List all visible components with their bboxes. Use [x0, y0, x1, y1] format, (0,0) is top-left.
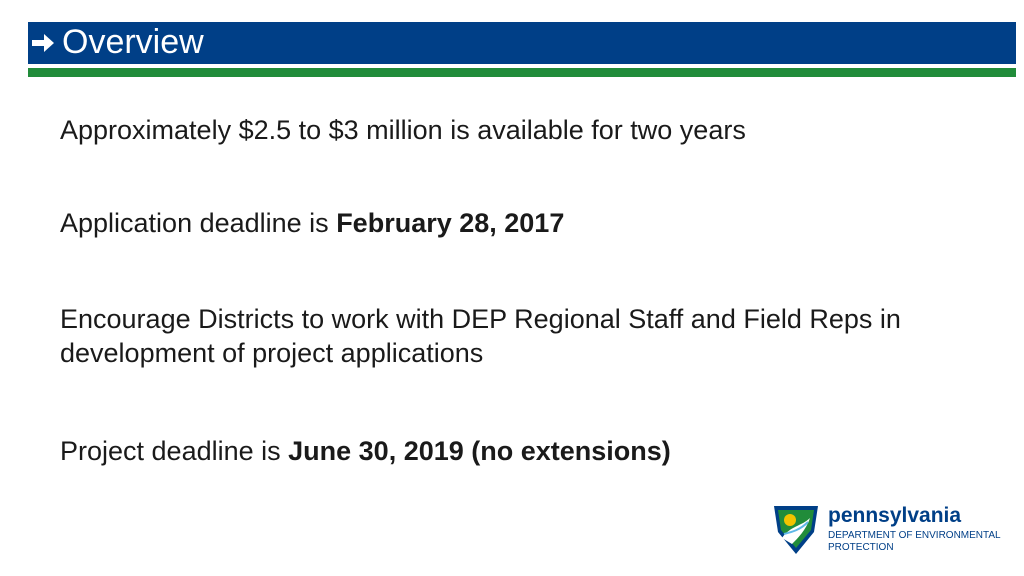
bullet-application-deadline — [60, 206, 960, 240]
bullet-project-deadline-date: June 30, 2019 (no extensions) — [288, 436, 671, 466]
bullet-project-deadline — [60, 434, 960, 468]
title-divider-white — [28, 64, 1016, 67]
bullet-encourage-districts: Encourage Districts to work with DEP Regional Staff and Field Reps in development of project applications — [60, 304, 901, 368]
pa-dep-logo — [770, 502, 1010, 556]
bullet-project-deadline-prefix: Project deadline is — [60, 436, 289, 466]
bullet-application-deadline-date: February 28, 2017 — [336, 208, 565, 238]
bullet-application-deadline-prefix: Application deadline is — [60, 208, 337, 238]
arrow-right-icon — [32, 34, 54, 52]
title-divider-green — [28, 68, 1016, 77]
logo-subtitle: DEPARTMENT OF ENVIRONMENTAL PROTECTION — [828, 530, 1001, 553]
slide-title: Overview — [62, 23, 204, 61]
keystone-logo-icon — [770, 504, 822, 556]
logo-name: pennsylvania — [828, 504, 962, 527]
bullet-funding: Approximately $2.5 to $3 million is available for two years — [60, 115, 746, 145]
